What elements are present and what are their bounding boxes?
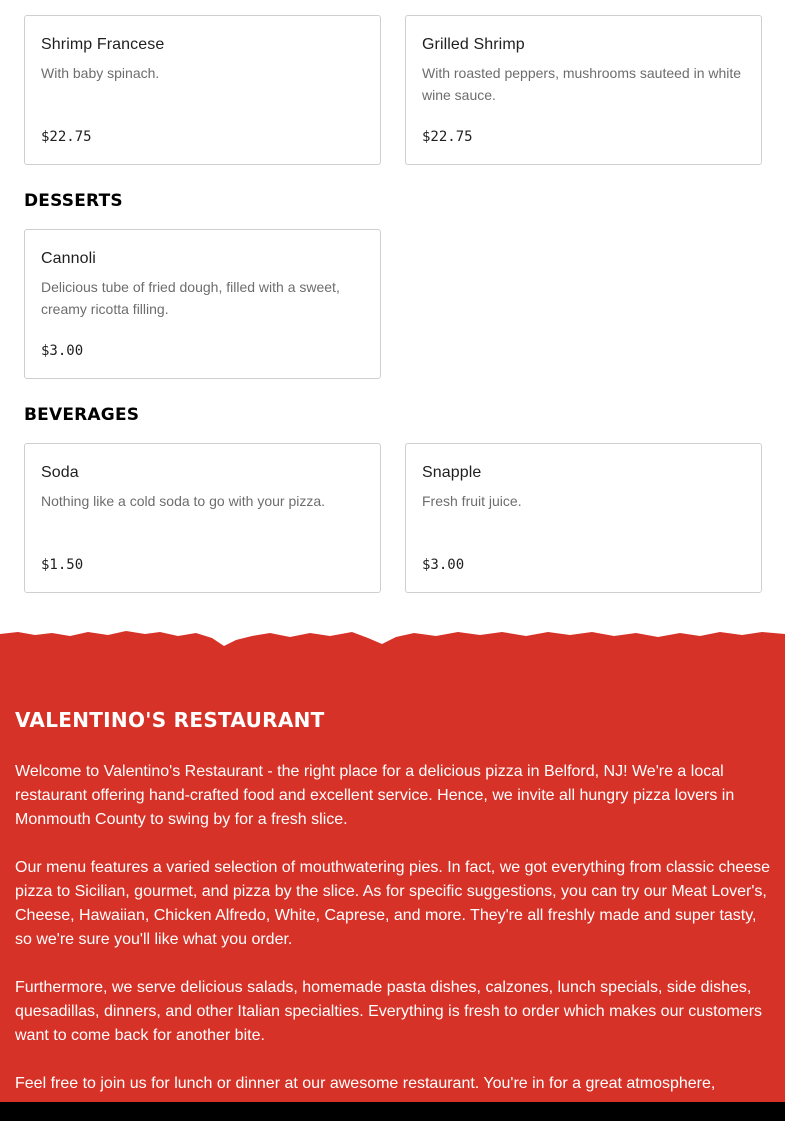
about-paragraph: Welcome to Valentino's Restaurant - the right place for a delicious pizza in Belford, NJ! We're a local restaurant offering hand-crafted food and excellent service. Hence, we invite all hungry pizza lovers in Monmouth County to swing by for a fresh slice. [15, 763, 735, 828]
menu-item-card[interactable] [405, 443, 762, 593]
menu-item-description: With baby spinach. [41, 65, 160, 81]
menu-item-card[interactable] [24, 229, 381, 379]
menu-item-price: $3.00 [422, 557, 465, 573]
menu-item-name: Shrimp Francese [41, 36, 165, 53]
menu-item-name: Cannoli [41, 250, 96, 267]
about-paragraph: Furthermore, we serve delicious salads, homemade pasta dishes, calzones, lunch specials, side dishes, quesadillas, dinners, and other Italian specialties. Everything is fresh to order which makes our customers want to come back for another bite. [15, 979, 763, 1044]
menu-item-description: With roasted peppers, mushrooms sauteed in white wine sauce. [422, 65, 742, 103]
menu-item-card[interactable] [405, 15, 762, 165]
section-heading-desserts: DESSERTS [24, 191, 123, 211]
about-footer [0, 620, 785, 1121]
bottom-bar [0, 1102, 785, 1121]
about-paragraph: Our menu features a varied selection of mouthwatering pies. In fact, we got everything from classic cheese pizza to Sicilian, gourmet, and pizza by the slice. As for specific suggestions, you can try our Meat Lover's, Cheese, Hawaiian, Chicken Alfredo, White, Caprese, and more. They're all freshly made and super tasty, so we're sure you'll like what you order. [15, 859, 771, 948]
menu-item-description: Delicious tube of fried dough, filled with a sweet, creamy ricotta filling. [41, 279, 340, 317]
menu-item-price: $3.00 [41, 343, 84, 359]
menu-item-name: Soda [41, 464, 79, 481]
torn-paper-edge [0, 620, 785, 660]
menu-item-price: $1.50 [41, 557, 84, 573]
footer-title: VALENTINO'S RESTAURANT [15, 708, 325, 732]
menu-item-price: $22.75 [41, 129, 92, 145]
menu-item-card[interactable] [24, 443, 381, 593]
menu-item-name: Snapple [422, 464, 482, 481]
about-paragraph: Feel free to join us for lunch or dinner at our awesome restaurant. You're in for a great atmosphere, [15, 1075, 716, 1092]
section-heading-beverages: BEVERAGES [24, 405, 140, 425]
menu-item-description: Nothing like a cold soda to go with your pizza. [41, 493, 326, 509]
menu-item-price: $22.75 [422, 129, 473, 145]
menu-item-card[interactable] [24, 15, 381, 165]
menu-item-name: Grilled Shrimp [422, 36, 525, 53]
menu-item-description: Fresh fruit juice. [422, 493, 522, 509]
